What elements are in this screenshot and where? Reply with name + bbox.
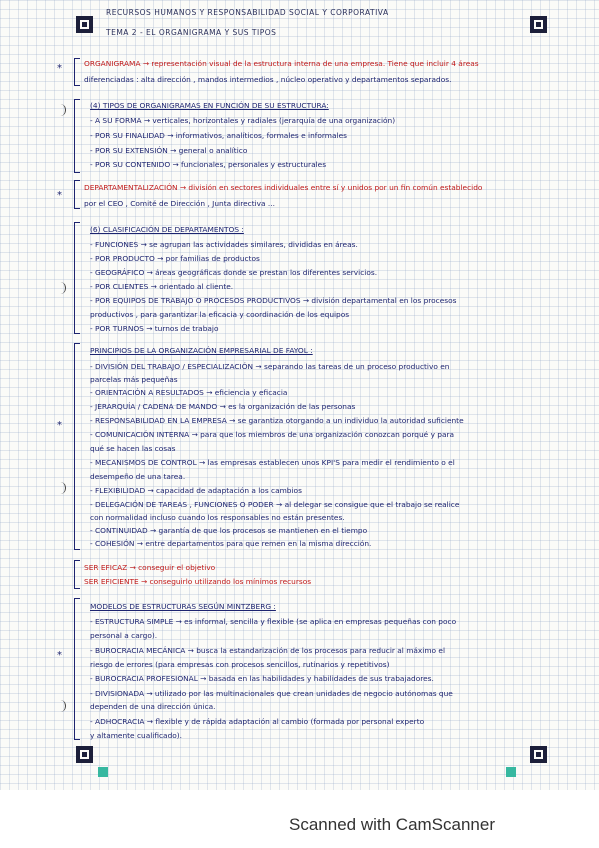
note-line: - POR SU CONTENIDO → funcionales, personales y estructurales	[90, 160, 327, 169]
corner-marker-icon	[76, 16, 93, 33]
note-line: desempeño de una tarea.	[90, 472, 186, 481]
note-line: por el CEO , Comité de Dirección , Junta directiva ...	[84, 199, 275, 208]
note-line: DEPARTAMENTALIZACIÓN → división en sectores individuales entre sí y unidos por un fin común establecido	[84, 183, 483, 192]
note-line: PRINCIPIOS DE LA ORGANIZACIÓN EMPRESARIAL DE FAYOL :	[90, 346, 313, 355]
binder-hole-icon	[55, 482, 66, 494]
note-line: personal a cargo).	[90, 631, 158, 640]
note-line: - POR EQUIPOS DE TRABAJO O PROCESOS PRODUCTIVOS → división departamental en los procesos	[90, 296, 457, 305]
note-line: SER EFICAZ → conseguir el objetivo	[84, 563, 216, 572]
note-line: - POR TURNOS → turnos de trabajo	[90, 324, 219, 333]
margin-bracket	[74, 343, 80, 550]
note-line: ORGANIGRAMA → representación visual de la estructura interna de una empresa. Tiene que incluir 4 áreas	[84, 59, 479, 68]
margin-bracket	[74, 560, 80, 589]
note-line: - COMUNICACIÓN INTERNA → para que los miembros de una organización conozcan porqué y para	[90, 430, 455, 439]
asterisk-icon: *	[57, 420, 62, 431]
binder-hole-icon	[55, 282, 66, 294]
note-line: - FLEXIBILIDAD → capacidad de adaptación a los cambios	[90, 486, 302, 495]
asterisk-icon: *	[57, 63, 62, 74]
corner-marker-icon	[530, 746, 547, 763]
note-line: MODELOS DE ESTRUCTURAS SEGÚN MINTZBERG :	[90, 602, 276, 611]
note-line: - DIVISIONADA → utilizado por las multinacionales que crean unidades de negocio autónomas que	[90, 689, 453, 698]
note-line: qué se hacen las cosas	[90, 444, 176, 453]
note-line: - COHESIÓN → entre departamentos para que remen en la misma dirección.	[90, 539, 372, 548]
note-line: - FUNCIONES → se agrupan las actividades similares, divididas en áreas.	[90, 240, 358, 249]
margin-bracket	[74, 222, 80, 334]
note-line: (6) CLASIFICACIÓN DE DEPARTAMENTOS :	[90, 225, 244, 234]
scanner-watermark: Scanned with CamScanner	[289, 815, 496, 834]
note-line: y altamente cualificado).	[90, 731, 183, 740]
note-line: - MECANISMOS DE CONTROL → las empresas establecen unos KPI'S para medir el rendimiento o el	[90, 458, 455, 467]
note-line: - POR CLIENTES → orientado al cliente.	[90, 282, 234, 291]
binder-hole-icon	[55, 700, 66, 712]
note-line: SER EFICIENTE → conseguirlo utilizando los mínimos recursos	[84, 577, 312, 586]
note-line: con normalidad incluso cuando los responsables no están presentes.	[90, 513, 345, 522]
note-line: dependen de una dirección única.	[90, 702, 216, 711]
note-line: riesgo de errores (para empresas con procesos sencillos, rutinarios y repetitivos)	[90, 660, 390, 669]
note-line: parcelas más pequeñas	[90, 375, 178, 384]
note-line: - POR SU FINALIDAD → informativos, analíticos, formales e informales	[90, 131, 347, 140]
note-line: - BUROCRACIA PROFESIONAL → basada en las habilidades y habilidades de sus trabajadores.	[90, 674, 434, 683]
note-line: - RESPONSABILIDAD EN LA EMPRESA → se garantiza otorgando a un individuo la autoridad suficiente	[90, 416, 464, 425]
note-line: - JERARQUÍA / CADENA DE MANDO → es la organización de las personas	[90, 402, 356, 411]
note-line: productivos , para garantizar la eficacia y coordinación de los equipos	[90, 310, 350, 319]
note-line: - A SU FORMA → verticales, horizontales y radiales (jerarquía de una organización)	[90, 116, 396, 125]
note-line: - DELEGACIÓN DE TAREAS , FUNCIONES O PODER → al delegar se consigue que el trabajo se realice	[90, 500, 460, 509]
corner-marker-icon	[530, 16, 547, 33]
note-line: (4) TIPOS DE ORGANIGRAMAS EN FUNCIÓN DE SU ESTRUCTURA:	[90, 101, 329, 110]
binder-hole-icon	[55, 104, 66, 116]
margin-bracket	[74, 58, 80, 86]
margin-bracket	[74, 180, 80, 209]
note-line: - ESTRUCTURA SIMPLE → es informal, sencilla y flexible (se aplica en empresas pequeñas con poco	[90, 617, 457, 626]
teal-marker-icon	[98, 767, 108, 777]
note-line: - ORIENTACIÓN A RESULTADOS → eficiencia y eficacia	[90, 388, 288, 397]
note-line: - DIVISIÓN DEL TRABAJO / ESPECIALIZACIÓN → separando las tareas de un proceso productivo en	[90, 362, 450, 371]
teal-marker-icon	[506, 767, 516, 777]
asterisk-icon: *	[57, 190, 62, 201]
note-line: - POR PRODUCTO → por familias de productos	[90, 254, 260, 263]
note-line: - CONTINUIDAD → garantía de que los procesos se mantienen en el tiempo	[90, 526, 368, 535]
note-line: - GEOGRÁFICO → áreas geográficas donde se prestan los diferentes servicios.	[90, 268, 378, 277]
topic-title: TEMA 2 - EL ORGANIGRAMA Y SUS TIPOS	[106, 28, 277, 37]
note-line: - ADHOCRACIA → flexible y de rápida adaptación al cambio (formada por personal experto	[90, 717, 425, 726]
course-title: RECURSOS HUMANOS Y RESPONSABILIDAD SOCIAL Y CORPORATIVA	[106, 8, 389, 17]
margin-bracket	[74, 598, 80, 740]
margin-bracket	[74, 99, 80, 173]
asterisk-icon: *	[57, 650, 62, 661]
corner-marker-icon	[76, 746, 93, 763]
note-line: - POR SU EXTENSIÓN → general o analítico	[90, 146, 248, 155]
note-line: diferenciadas : alta dirección , mandos intermedios , núcleo operativo y departamentos separados.	[84, 75, 452, 84]
note-line: - BUROCRACIA MECÁNICA → busca la estandarización de los procesos para reducir al máximo el	[90, 646, 446, 655]
